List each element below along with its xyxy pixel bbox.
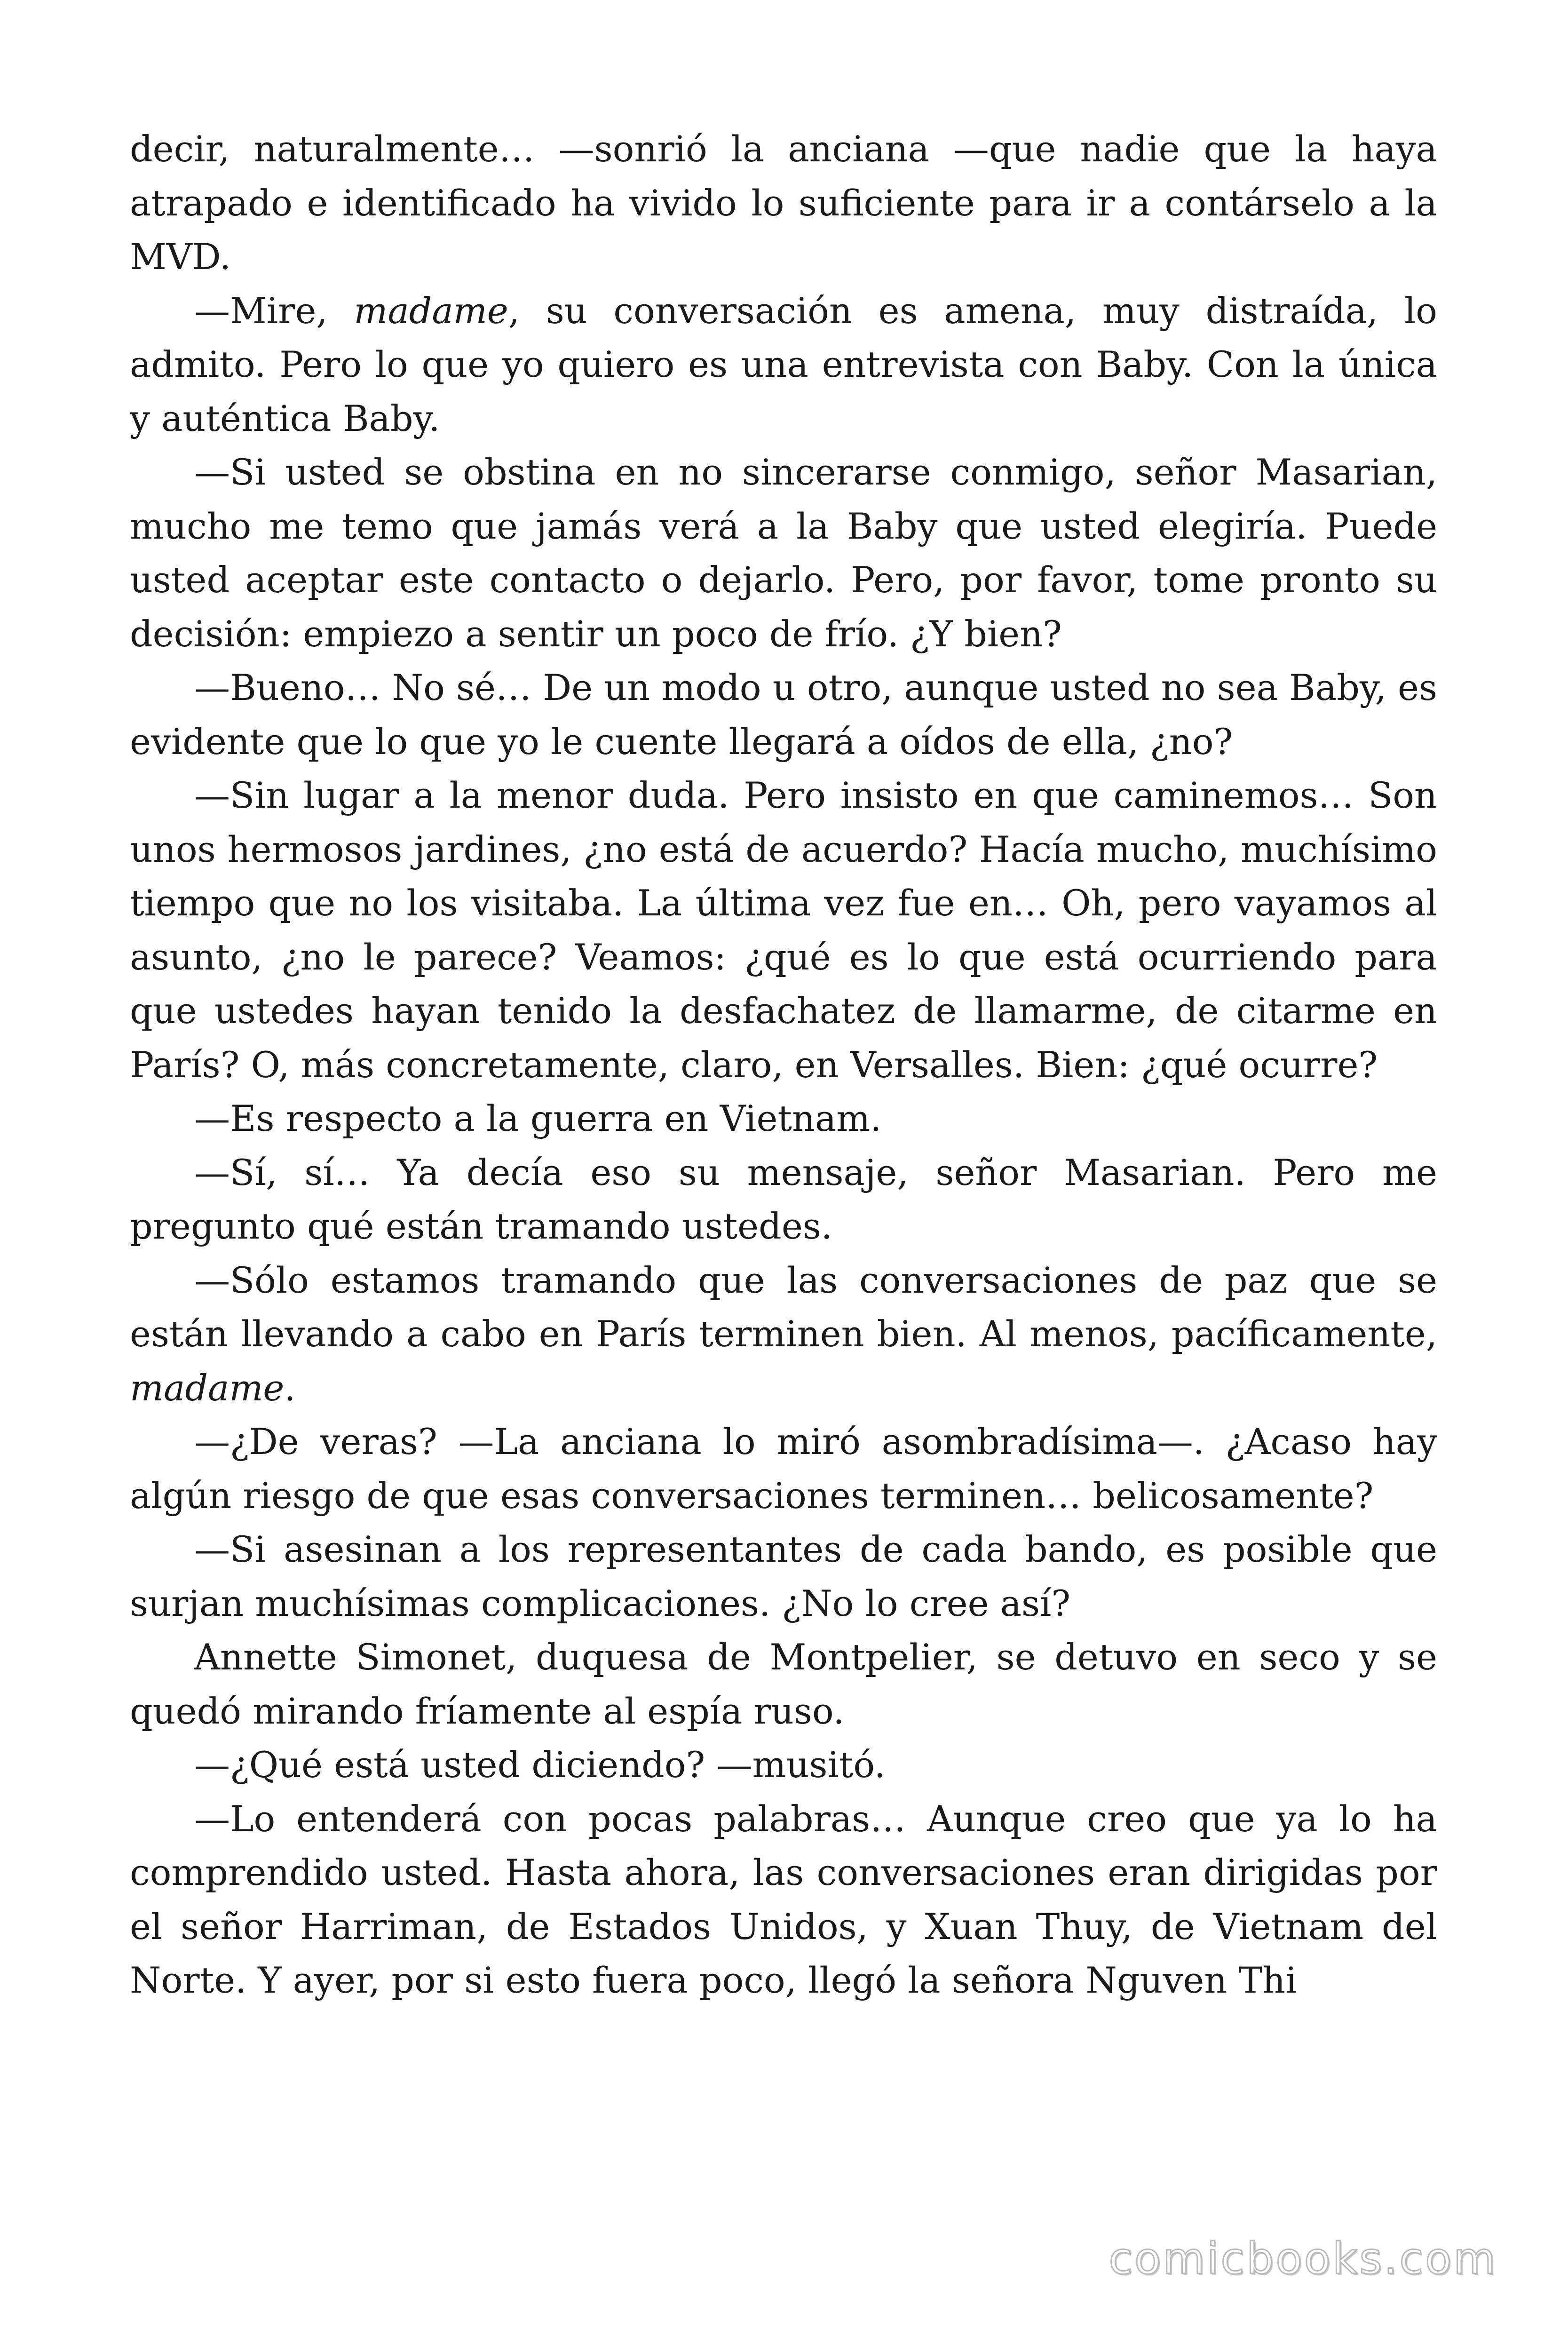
paragraph bbox=[130, 1146, 1437, 1254]
paragraph bbox=[130, 1523, 1437, 1630]
paragraph bbox=[130, 284, 1437, 446]
paragraph bbox=[130, 445, 1437, 661]
paragraph-text: —Bueno… No sé… De un modo u otro, aunque usted no sea Baby, es evidente que lo que yo le cuente llegará a oídos de ella, ¿no? bbox=[130, 667, 1437, 763]
paragraph bbox=[130, 769, 1437, 1092]
paragraph-text: —Si asesinan a los representantes de cada bando, es posible que surjan muchísimas complicaciones. ¿No lo cree así? bbox=[130, 1528, 1437, 1624]
paragraph-text: —Si usted se obstina en no sincerarse conmigo, señor Masarian, mucho me temo que jamás verá a la Baby que usted elegiría. Puede usted aceptar este contacto o dejarlo. Pero, por favor, tome pronto su decisión: empiezo a sentir un poco de frío. ¿Y bien? bbox=[130, 451, 1437, 655]
paragraph bbox=[130, 1630, 1437, 1738]
italic-text: madame bbox=[130, 1367, 285, 1409]
watermark: comicbooks.com bbox=[1109, 2233, 1497, 2284]
paragraph-text: . bbox=[284, 1367, 296, 1409]
paragraph-text: —Mire, bbox=[194, 289, 354, 332]
paragraph-text: —Sólo estamos tramando que las conversaciones de paz que se están llevando a cabo en París terminen bien. Al menos, pacíficamente, bbox=[130, 1259, 1437, 1355]
paragraph-text: decir, naturalmente… —sonrió la anciana —que nadie que la haya atrapado e identificado ha vivido lo suficiente para ir a contárselo a la MVD. bbox=[130, 128, 1437, 278]
paragraph bbox=[130, 1415, 1437, 1523]
paragraph-text: —¿De veras? —La anciana lo miró asombradísima—. ¿Acaso hay algún riesgo de que esas conversaciones terminen… belicosamente? bbox=[130, 1421, 1437, 1517]
paragraph bbox=[130, 661, 1437, 769]
paragraph-text: —Sin lugar a la menor duda. Pero insisto en que caminemos… Son unos hermosos jardines, ¿no está de acuerdo? Hacía mucho, muchísimo tiempo que no los visitaba. La última vez fue en… Oh, pero vayamos al asunto, ¿no le parece? Veamos: ¿qué es lo que está ocurriendo para que ustedes hayan tenido la desfachatez de llamarme, de citarme en París? O, más concretamente, claro, en Versalles. Bien: ¿qué ocurre? bbox=[130, 774, 1437, 1086]
page-body bbox=[130, 122, 1437, 2008]
paragraph bbox=[130, 1738, 1437, 1792]
italic-text: madame bbox=[354, 289, 508, 332]
paragraph bbox=[130, 1792, 1437, 2008]
paragraph-text: , su conversación es amena, muy distraída, lo admito. Pero lo que yo quiero es una entrevista con Baby. Con la única y auténtica Baby. bbox=[130, 289, 1438, 439]
paragraph-text: —Lo entenderá con pocas palabras… Aunque creo que ya lo ha comprendido usted. Hasta ahora, las conversaciones eran dirigidas por el señor Harriman, de Estados Unidos, y Xuan Thuy, de Vietnam del Norte. Y ayer, por si esto fuera poco, llegó la señora Nguven Thi bbox=[130, 1797, 1437, 2001]
paragraph bbox=[130, 122, 1437, 284]
paragraph bbox=[130, 1254, 1437, 1415]
paragraph-text: Annette Simonet, duquesa de Montpelier, se detuvo en seco y se quedó mirando fríamente al espía ruso. bbox=[130, 1636, 1437, 1732]
paragraph-text: —¿Qué está usted diciendo? —musitó. bbox=[194, 1744, 886, 1786]
paragraph bbox=[130, 1092, 1437, 1146]
paragraph-text: —Sí, sí… Ya decía eso su mensaje, señor Masarian. Pero me pregunto qué están tramando ustedes. bbox=[130, 1151, 1437, 1247]
paragraph-text: —Es respecto a la guerra en Vietnam. bbox=[194, 1097, 882, 1139]
